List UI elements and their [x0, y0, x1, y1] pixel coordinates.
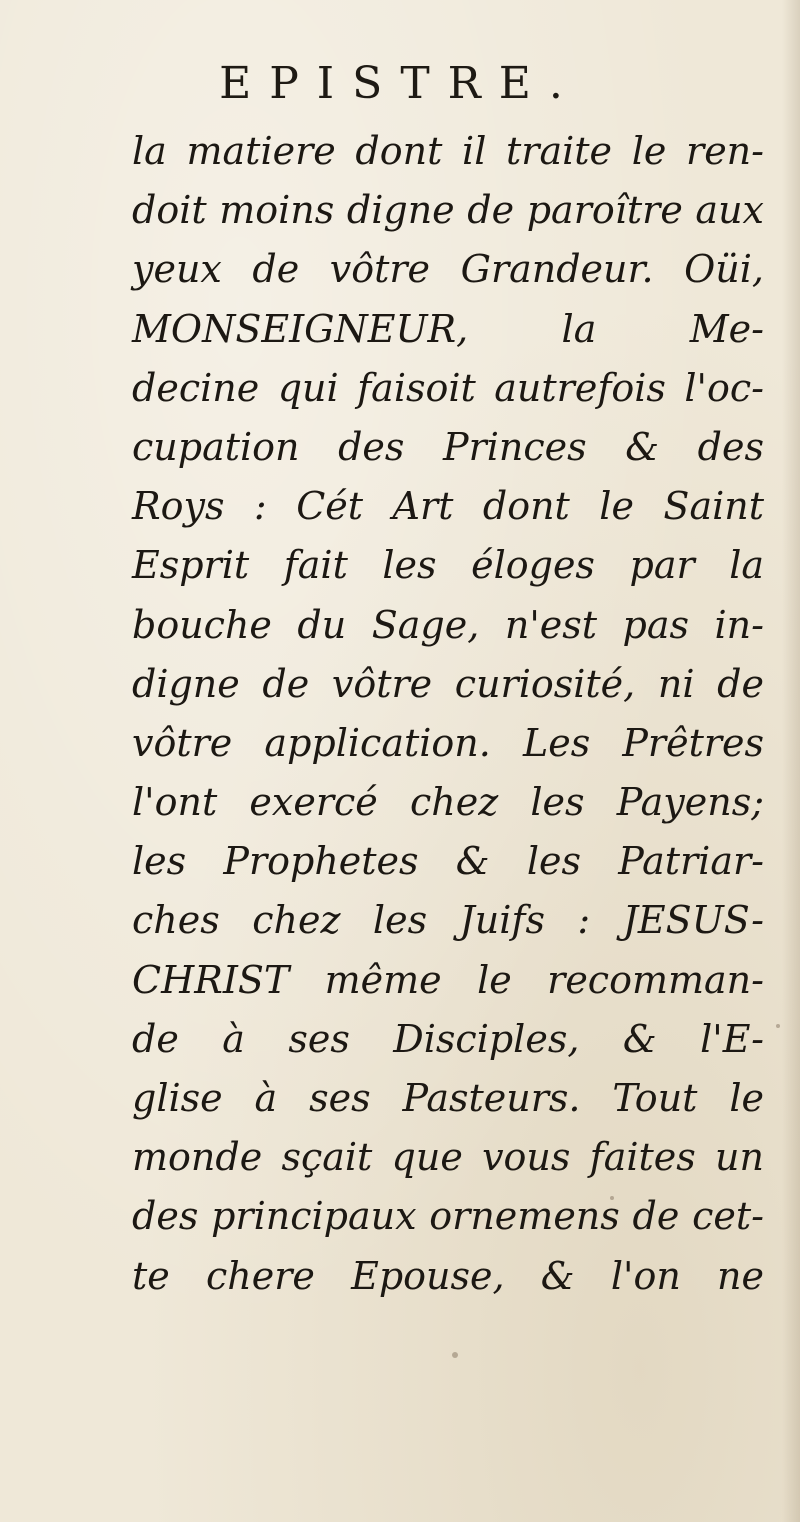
text-line: des principaux ornemens de cet-: [132, 1194, 764, 1239]
text-line: la matiere dont il traite le ren-: [132, 129, 764, 173]
text-line: bouche du Sage, n'est pas in-: [132, 602, 764, 647]
text-line: yeux de vôtre Grandeur. Oüi,: [132, 247, 764, 292]
running-head: EPISTRE.: [219, 58, 581, 109]
text-line: cupation des Princes & des: [132, 424, 764, 469]
paper-speck: [610, 1196, 614, 1200]
text-line: ches chez les Juifs : JESUS-: [132, 898, 764, 943]
paper-speck: [776, 1024, 780, 1028]
text-line: les Prophetes & les Patriar-: [132, 839, 764, 884]
text-line: digne de vôtre curiosité, ni de: [132, 661, 764, 706]
text-line: glise à ses Pasteurs. Tout le: [132, 1076, 764, 1120]
text-line: monde sçait que vous faites un: [132, 1135, 764, 1180]
text-line: doit moins digne de paroître aux: [132, 188, 764, 233]
body-text: [132, 122, 764, 1306]
paper-speck: [452, 1352, 458, 1358]
text-line: te chere Epouse, & l'on ne: [132, 1253, 764, 1298]
text-line: decine qui faisoit autrefois l'oc-: [132, 365, 764, 410]
text-line: CHRIST même le recomman-: [132, 957, 764, 1002]
page-gutter-shadow: [782, 0, 800, 1522]
text-line: l'ont exercé chez les Payens;: [132, 780, 764, 825]
text-line: Roys : Cét Art dont le Saint: [132, 484, 764, 529]
text-line: Esprit fait les éloges par la: [132, 543, 764, 588]
text-line: vôtre application. Les Prêtres: [132, 720, 764, 765]
text-line: MONSEIGNEUR, la Me-: [132, 306, 764, 351]
text-line: de à ses Disciples, & l'E-: [132, 1016, 764, 1061]
